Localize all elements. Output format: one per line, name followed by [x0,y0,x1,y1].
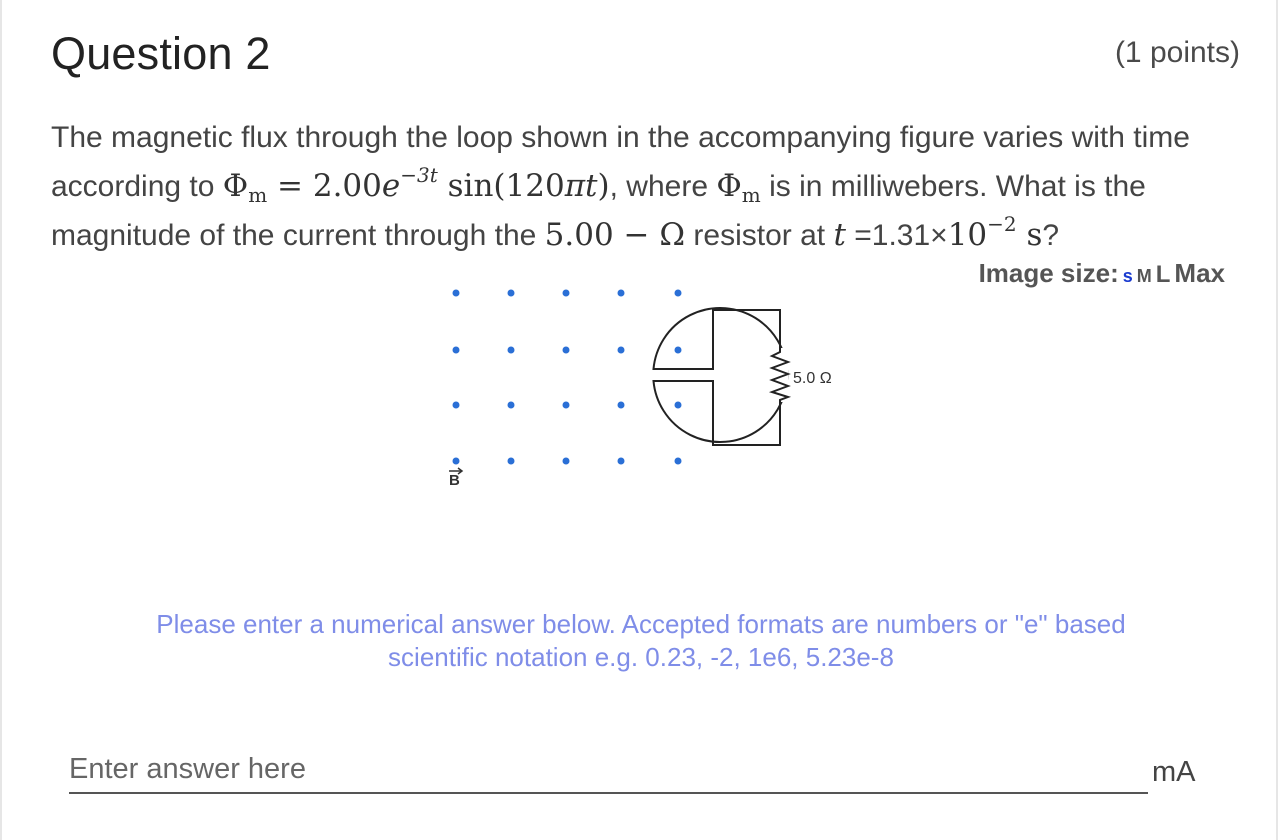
field-dot [563,290,570,297]
flux-subscript-second: m [741,183,761,207]
answer-instructions [2,608,1278,674]
question-mark: ? [1042,219,1060,252]
answer-unit: mA [1152,756,1196,788]
magnetic-field-dots [453,290,682,465]
field-dot [675,290,682,297]
times-symbol: × [930,219,948,252]
question-text-part4: resistor at [685,219,834,252]
field-dot [618,402,625,409]
field-dot [453,290,460,297]
flux-symbol-second: Φ [716,168,742,204]
field-dot [508,290,515,297]
wire-loop [654,308,788,445]
question-text-part2: , where [609,170,717,203]
question-points: (1 points) [1114,36,1240,69]
field-label: B [449,472,460,489]
field-dot [618,458,625,465]
question-text [51,114,1251,260]
image-size-l[interactable]: L [1155,261,1171,288]
ten-exponent: −2 [987,212,1017,236]
instructions-line-2: scientific notation e.g. 0.23, -2, 1e6, 5.23e-8 [388,642,894,672]
image-size-label: Image size: [978,258,1119,288]
ten-base: 10 [947,217,988,253]
time-value: =1.31 [845,219,931,252]
flux-subscript: m [248,183,268,207]
field-dot [563,458,570,465]
field-dot [618,290,625,297]
circuit-figure [432,280,872,490]
question-title: Question 2 [51,28,271,79]
field-dot [453,458,460,465]
seconds-unit: s [1016,217,1043,253]
question-text-part1: The magnetic flux through the loop shown in the accompanying figure varies with time according to [51,121,1190,203]
field-dot [563,347,570,354]
equation-pi-t: πt [564,168,598,204]
image-size-selector [979,258,1225,289]
resistor-label: 5.0 Ω [793,370,832,387]
field-dot [453,347,460,354]
field-dot [675,347,682,354]
field-dot [675,458,682,465]
image-size-m[interactable]: M [1136,266,1152,286]
answer-input[interactable] [69,746,1148,794]
equation-exponent: −3t [400,163,438,187]
flux-equation [222,163,610,207]
field-dot [618,347,625,354]
field-dot [675,402,682,409]
instructions-line-1: Please enter a numerical answer below. Accepted formats are numbers or "e" based [156,609,1126,639]
equation-close: ) [597,168,610,204]
resistance-expression: 5.00 − Ω [544,217,686,253]
time-exponent-base [947,212,1043,253]
image-size-s[interactable]: s [1122,266,1133,286]
flux-symbol: Φ [222,168,249,204]
field-dot [563,402,570,409]
field-dot [453,402,460,409]
time-symbol: t [833,217,846,253]
flux-symbol-2 [716,168,761,207]
question-text-part3: is in milliwebers. What is the magnitude of the current through the [51,170,1146,252]
equation-e: e [381,168,401,204]
equation-sin: sin(120 [437,168,565,204]
field-dot [508,402,515,409]
field-dot [508,347,515,354]
field-dot [508,458,515,465]
equation-coefficient: = 2.00 [267,168,382,204]
image-size-max[interactable]: Max [1174,258,1225,288]
